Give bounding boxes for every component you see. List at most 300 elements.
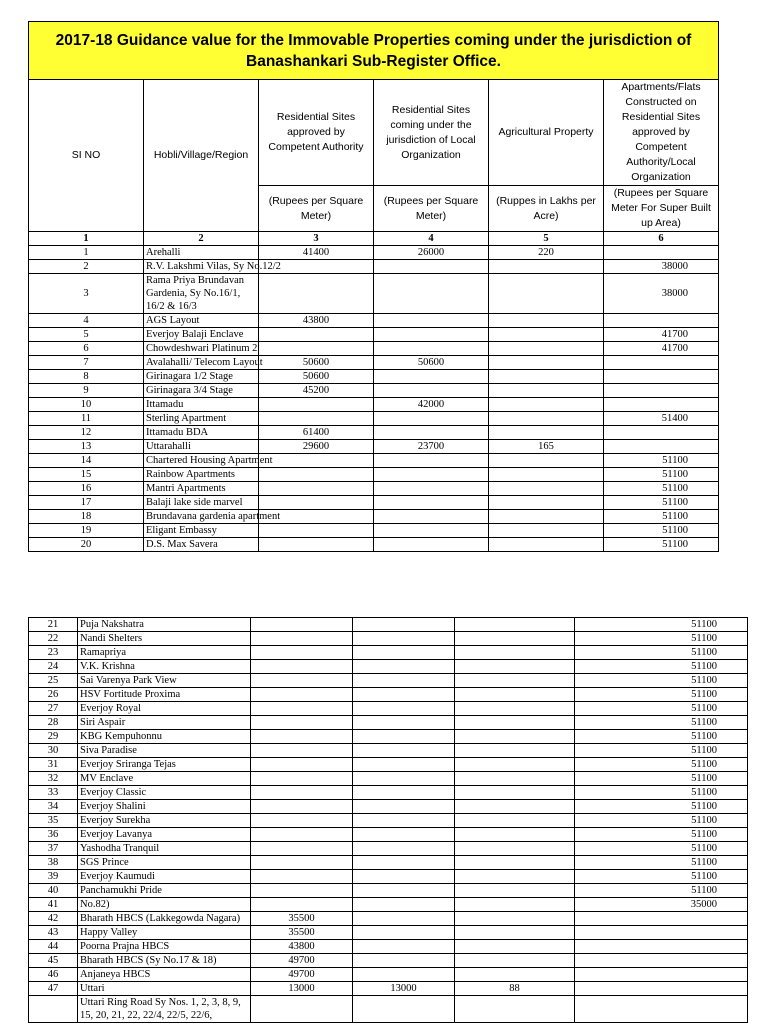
row-number: 17 xyxy=(29,496,144,510)
row-apartments xyxy=(575,996,748,1023)
row-name: Ittamadu BDA xyxy=(144,426,259,440)
row-agricultural xyxy=(455,632,575,646)
table-row xyxy=(29,926,748,940)
row-number: 15 xyxy=(29,468,144,482)
table-row xyxy=(29,940,748,954)
row-agricultural xyxy=(489,342,604,356)
table-row xyxy=(29,454,719,468)
table-row xyxy=(29,730,748,744)
row-residential-local xyxy=(353,870,455,884)
row-name: R.V. Lakshmi Vilas, Sy No.12/2 xyxy=(144,260,259,274)
row-residential-approved xyxy=(251,828,353,842)
row-name: Chartered Housing Apartment xyxy=(144,454,259,468)
row-name: Nandi Shelters xyxy=(78,632,251,646)
row-apartments: 41700 xyxy=(604,342,719,356)
table-row xyxy=(29,274,719,314)
col-number: 6 xyxy=(604,232,719,246)
row-residential-local xyxy=(374,524,489,538)
row-number: 32 xyxy=(29,772,78,786)
row-agricultural xyxy=(455,926,575,940)
row-residential-local xyxy=(353,912,455,926)
row-agricultural xyxy=(489,454,604,468)
header-region: Hobli/Village/Region xyxy=(144,80,259,232)
row-residential-local: 42000 xyxy=(374,398,489,412)
row-residential-approved: 43800 xyxy=(259,314,374,328)
row-residential-approved xyxy=(259,496,374,510)
row-apartments: 51100 xyxy=(575,632,748,646)
table-row xyxy=(29,260,719,274)
row-name: MV Enclave xyxy=(78,772,251,786)
row-residential-approved xyxy=(259,482,374,496)
row-agricultural xyxy=(489,370,604,384)
row-residential-approved xyxy=(259,454,374,468)
row-agricultural xyxy=(489,496,604,510)
guidance-value-table-continued xyxy=(28,617,748,1023)
row-residential-approved xyxy=(251,884,353,898)
header-col3: Residential Sites approved by Competent Authority xyxy=(259,80,374,186)
row-residential-approved xyxy=(259,328,374,342)
row-apartments: 51100 xyxy=(604,482,719,496)
row-residential-approved xyxy=(251,800,353,814)
row-number: 24 xyxy=(29,660,78,674)
row-number: 31 xyxy=(29,758,78,772)
row-apartments: 51100 xyxy=(575,842,748,856)
row-agricultural xyxy=(489,260,604,274)
row-apartments: 38000 xyxy=(604,260,719,274)
row-residential-local xyxy=(374,384,489,398)
row-apartments: 51100 xyxy=(575,856,748,870)
row-agricultural xyxy=(455,814,575,828)
row-number: 8 xyxy=(29,370,144,384)
row-agricultural: 88 xyxy=(455,982,575,996)
row-apartments xyxy=(604,356,719,370)
header-slno: SI NO xyxy=(29,80,144,232)
row-residential-local xyxy=(374,468,489,482)
row-name: Anjaneya HBCS xyxy=(78,968,251,982)
row-apartments: 51100 xyxy=(575,674,748,688)
row-residential-local xyxy=(353,758,455,772)
row-residential-local xyxy=(353,618,455,632)
row-name: Yashodha Tranquil xyxy=(78,842,251,856)
row-residential-local xyxy=(353,744,455,758)
row-number: 11 xyxy=(29,412,144,426)
row-number: 22 xyxy=(29,632,78,646)
table-row xyxy=(29,786,748,800)
row-residential-local xyxy=(374,274,489,314)
row-agricultural xyxy=(455,828,575,842)
row-name: Siri Aspair xyxy=(78,716,251,730)
row-residential-local xyxy=(353,646,455,660)
row-name: Sai Varenya Park View xyxy=(78,674,251,688)
table-row xyxy=(29,842,748,856)
row-agricultural xyxy=(489,314,604,328)
table-row xyxy=(29,702,748,716)
row-name: Bharath HBCS (Lakkegowda Nagara) xyxy=(78,912,251,926)
row-residential-local xyxy=(353,884,455,898)
row-residential-local: 26000 xyxy=(374,246,489,260)
unit-col3: (Rupees per Square Meter) xyxy=(259,186,374,232)
row-agricultural xyxy=(489,468,604,482)
row-residential-approved xyxy=(251,996,353,1023)
table-row xyxy=(29,870,748,884)
row-apartments: 51100 xyxy=(575,758,748,772)
row-residential-local: 13000 xyxy=(353,982,455,996)
row-residential-local xyxy=(353,996,455,1023)
row-residential-approved xyxy=(251,744,353,758)
row-number: 42 xyxy=(29,912,78,926)
row-name: Brundavana gardenia apartment xyxy=(144,510,259,524)
col-number: 1 xyxy=(29,232,144,246)
header-col5: Agricultural Property xyxy=(489,80,604,186)
row-agricultural xyxy=(489,384,604,398)
row-number: 39 xyxy=(29,870,78,884)
row-apartments xyxy=(604,384,719,398)
row-residential-approved xyxy=(251,688,353,702)
table-row xyxy=(29,440,719,454)
row-residential-local xyxy=(374,370,489,384)
row-residential-approved: 50600 xyxy=(259,370,374,384)
row-residential-local xyxy=(353,856,455,870)
row-residential-approved xyxy=(251,716,353,730)
row-residential-approved xyxy=(251,674,353,688)
guidance-value-table xyxy=(28,21,719,552)
row-apartments: 51100 xyxy=(575,786,748,800)
row-residential-approved: 13000 xyxy=(251,982,353,996)
row-name: No.82) xyxy=(78,898,251,912)
row-apartments: 51100 xyxy=(604,538,719,552)
row-apartments: 51100 xyxy=(575,618,748,632)
row-apartments: 41700 xyxy=(604,328,719,342)
row-name: SGS Prince xyxy=(78,856,251,870)
row-number: 13 xyxy=(29,440,144,454)
table-row xyxy=(29,246,719,260)
row-apartments xyxy=(604,398,719,412)
row-apartments: 51100 xyxy=(575,870,748,884)
row-residential-local xyxy=(353,674,455,688)
row-apartments xyxy=(575,940,748,954)
table-row xyxy=(29,828,748,842)
row-name: Sterling Apartment xyxy=(144,412,259,426)
table-row xyxy=(29,328,719,342)
row-name: Uttari Ring Road Sy Nos. 1, 2, 3, 8, 9, 15, 20, 21, 22, 22/4, 22/5, 22/6, xyxy=(78,996,251,1023)
row-agricultural xyxy=(489,538,604,552)
row-apartments: 51100 xyxy=(575,660,748,674)
table-row xyxy=(29,954,748,968)
row-agricultural xyxy=(455,716,575,730)
row-name: Eligant Embassy xyxy=(144,524,259,538)
row-residential-approved xyxy=(259,342,374,356)
row-name: Everjoy Sriranga Tejas xyxy=(78,758,251,772)
row-name: KBG Kempuhonnu xyxy=(78,730,251,744)
row-residential-approved xyxy=(259,412,374,426)
unit-col6: (Rupees per Square Meter For Super Built up Area) xyxy=(604,186,719,232)
row-apartments xyxy=(575,954,748,968)
row-apartments: 51100 xyxy=(575,772,748,786)
row-name: Puja Nakshatra xyxy=(78,618,251,632)
row-agricultural xyxy=(455,870,575,884)
table-row xyxy=(29,482,719,496)
row-name: Rainbow Apartments xyxy=(144,468,259,482)
row-agricultural xyxy=(455,702,575,716)
row-agricultural xyxy=(489,524,604,538)
row-apartments xyxy=(604,246,719,260)
row-residential-local xyxy=(374,496,489,510)
row-apartments: 51100 xyxy=(604,496,719,510)
row-apartments xyxy=(575,982,748,996)
table-row xyxy=(29,898,748,912)
row-number: 33 xyxy=(29,786,78,800)
row-agricultural xyxy=(455,940,575,954)
row-residential-local xyxy=(353,940,455,954)
table-row xyxy=(29,982,748,996)
row-apartments: 51100 xyxy=(575,744,748,758)
row-name: Happy Valley xyxy=(78,926,251,940)
row-residential-approved: 49700 xyxy=(251,954,353,968)
row-name: Ittamadu xyxy=(144,398,259,412)
col-number: 2 xyxy=(144,232,259,246)
row-residential-approved: 45200 xyxy=(259,384,374,398)
table-row xyxy=(29,314,719,328)
unit-col5: (Ruppes in Lakhs per Acre) xyxy=(489,186,604,232)
row-number: 2 xyxy=(29,260,144,274)
row-residential-local xyxy=(353,968,455,982)
unit-col4: (Rupees per Square Meter) xyxy=(374,186,489,232)
row-agricultural xyxy=(455,772,575,786)
row-residential-local xyxy=(374,314,489,328)
row-residential-approved xyxy=(251,758,353,772)
row-number: 14 xyxy=(29,454,144,468)
row-residential-local xyxy=(353,688,455,702)
row-number: 18 xyxy=(29,510,144,524)
row-agricultural xyxy=(455,856,575,870)
table-row xyxy=(29,758,748,772)
row-number: 7 xyxy=(29,356,144,370)
row-number: 19 xyxy=(29,524,144,538)
table-row xyxy=(29,524,719,538)
document-title: 2017-18 Guidance value for the Immovable Properties coming under the jurisdiction of Banashankari Sub-Register Office. xyxy=(29,22,719,80)
table-row xyxy=(29,856,748,870)
row-name: D.S. Max Savera xyxy=(144,538,259,552)
row-name: Bharath HBCS (Sy No.17 & 18) xyxy=(78,954,251,968)
table-row xyxy=(29,800,748,814)
row-agricultural xyxy=(489,328,604,342)
row-number: 5 xyxy=(29,328,144,342)
col-number: 4 xyxy=(374,232,489,246)
row-name: Girinagara 3/4 Stage xyxy=(144,384,259,398)
row-residential-local xyxy=(353,786,455,800)
row-name: Avalahalli/ Telecom Layout xyxy=(144,356,259,370)
row-agricultural xyxy=(455,842,575,856)
row-residential-approved xyxy=(259,274,374,314)
row-number: 35 xyxy=(29,814,78,828)
column-number-row xyxy=(29,232,719,246)
row-number: 36 xyxy=(29,828,78,842)
row-residential-approved: 41400 xyxy=(259,246,374,260)
row-number: 44 xyxy=(29,940,78,954)
row-apartments: 51100 xyxy=(575,828,748,842)
row-apartments: 38000 xyxy=(604,274,719,314)
header-col6: Apartments/Flats Constructed on Residential Sites approved by Competent Authority/Local Organization xyxy=(604,80,719,186)
row-number xyxy=(29,996,78,1023)
row-name: Everjoy Kaumudi xyxy=(78,870,251,884)
row-residential-approved xyxy=(251,618,353,632)
row-agricultural: 220 xyxy=(489,246,604,260)
row-residential-approved xyxy=(251,660,353,674)
row-apartments xyxy=(575,926,748,940)
row-residential-approved: 50600 xyxy=(259,356,374,370)
col-number: 5 xyxy=(489,232,604,246)
table-row xyxy=(29,968,748,982)
table-row xyxy=(29,538,719,552)
row-apartments: 51100 xyxy=(575,730,748,744)
row-agricultural xyxy=(455,898,575,912)
row-residential-local xyxy=(374,538,489,552)
row-number: 9 xyxy=(29,384,144,398)
row-number: 3 xyxy=(29,274,144,314)
row-apartments: 35000 xyxy=(575,898,748,912)
row-agricultural xyxy=(455,660,575,674)
row-agricultural xyxy=(455,744,575,758)
row-residential-local: 50600 xyxy=(374,356,489,370)
row-residential-approved xyxy=(251,856,353,870)
header-row xyxy=(29,80,719,186)
row-name: Rama Priya Brundavan Gardenia, Sy No.16/1, 16/2 & 16/3 xyxy=(144,274,259,314)
table-row xyxy=(29,342,719,356)
row-residential-local: 23700 xyxy=(374,440,489,454)
row-residential-approved: 29600 xyxy=(259,440,374,454)
row-apartments: 51100 xyxy=(575,814,748,828)
col-number: 3 xyxy=(259,232,374,246)
row-agricultural xyxy=(455,954,575,968)
row-agricultural xyxy=(455,996,575,1023)
row-number: 4 xyxy=(29,314,144,328)
row-residential-local xyxy=(353,660,455,674)
row-number: 26 xyxy=(29,688,78,702)
row-residential-approved xyxy=(251,646,353,660)
table-row xyxy=(29,426,719,440)
row-agricultural: 165 xyxy=(489,440,604,454)
row-number: 45 xyxy=(29,954,78,968)
row-agricultural xyxy=(455,646,575,660)
row-apartments xyxy=(604,426,719,440)
row-residential-approved: 61400 xyxy=(259,426,374,440)
row-residential-local xyxy=(374,260,489,274)
row-residential-local xyxy=(374,342,489,356)
row-number: 20 xyxy=(29,538,144,552)
row-residential-approved: 35500 xyxy=(251,926,353,940)
row-agricultural xyxy=(455,730,575,744)
row-apartments xyxy=(604,440,719,454)
row-residential-approved: 43800 xyxy=(251,940,353,954)
row-number: 10 xyxy=(29,398,144,412)
row-residential-local xyxy=(374,328,489,342)
row-apartments: 51100 xyxy=(604,454,719,468)
row-residential-local xyxy=(374,454,489,468)
table-row xyxy=(29,674,748,688)
table-row xyxy=(29,772,748,786)
row-residential-approved xyxy=(251,786,353,800)
header-col4: Residential Sites coming under the jurisdiction of Local Organization xyxy=(374,80,489,186)
row-agricultural xyxy=(455,618,575,632)
row-number: 1 xyxy=(29,246,144,260)
row-residential-approved: 35500 xyxy=(251,912,353,926)
row-agricultural xyxy=(455,674,575,688)
row-apartments xyxy=(575,912,748,926)
row-number: 38 xyxy=(29,856,78,870)
row-name: Balaji lake side marvel xyxy=(144,496,259,510)
row-name: Everjoy Lavanya xyxy=(78,828,251,842)
row-number: 41 xyxy=(29,898,78,912)
row-apartments: 51100 xyxy=(575,884,748,898)
table-row xyxy=(29,884,748,898)
row-residential-local xyxy=(374,426,489,440)
row-number: 46 xyxy=(29,968,78,982)
table-row xyxy=(29,646,748,660)
table-row xyxy=(29,996,748,1023)
row-name: Panchamukhi Pride xyxy=(78,884,251,898)
row-agricultural xyxy=(455,758,575,772)
row-name: Everjoy Balaji Enclave xyxy=(144,328,259,342)
row-residential-local xyxy=(353,702,455,716)
row-residential-approved xyxy=(259,524,374,538)
table-row xyxy=(29,356,719,370)
table-row xyxy=(29,510,719,524)
row-number: 30 xyxy=(29,744,78,758)
row-name: Uttarahalli xyxy=(144,440,259,454)
title-row xyxy=(29,22,719,80)
row-agricultural xyxy=(455,688,575,702)
table-row xyxy=(29,744,748,758)
row-name: Uttari xyxy=(78,982,251,996)
row-residential-approved xyxy=(259,468,374,482)
table-row xyxy=(29,496,719,510)
row-residential-approved xyxy=(251,632,353,646)
table-row xyxy=(29,398,719,412)
row-agricultural xyxy=(455,912,575,926)
row-residential-local xyxy=(353,898,455,912)
row-residential-local xyxy=(374,510,489,524)
row-name: Mantri Apartments xyxy=(144,482,259,496)
row-name: Arehalli xyxy=(144,246,259,260)
row-residential-local xyxy=(374,482,489,496)
row-agricultural xyxy=(489,412,604,426)
row-number: 21 xyxy=(29,618,78,632)
row-agricultural xyxy=(455,884,575,898)
row-number: 37 xyxy=(29,842,78,856)
row-residential-local xyxy=(353,926,455,940)
row-number: 40 xyxy=(29,884,78,898)
row-residential-local xyxy=(353,828,455,842)
row-apartments: 51100 xyxy=(604,510,719,524)
row-name: Everjoy Surekha xyxy=(78,814,251,828)
row-apartments: 51100 xyxy=(575,716,748,730)
row-residential-local xyxy=(353,632,455,646)
row-residential-local xyxy=(353,954,455,968)
row-number: 28 xyxy=(29,716,78,730)
row-residential-local xyxy=(353,730,455,744)
row-name: Poorna Prajna HBCS xyxy=(78,940,251,954)
row-number: 23 xyxy=(29,646,78,660)
table-row xyxy=(29,632,748,646)
row-apartments: 51100 xyxy=(604,468,719,482)
row-name: Everjoy Classic xyxy=(78,786,251,800)
row-residential-local xyxy=(374,412,489,426)
row-name: Siva Paradise xyxy=(78,744,251,758)
row-residential-approved xyxy=(251,814,353,828)
row-number: 25 xyxy=(29,674,78,688)
row-residential-local xyxy=(353,814,455,828)
row-apartments: 51100 xyxy=(575,800,748,814)
